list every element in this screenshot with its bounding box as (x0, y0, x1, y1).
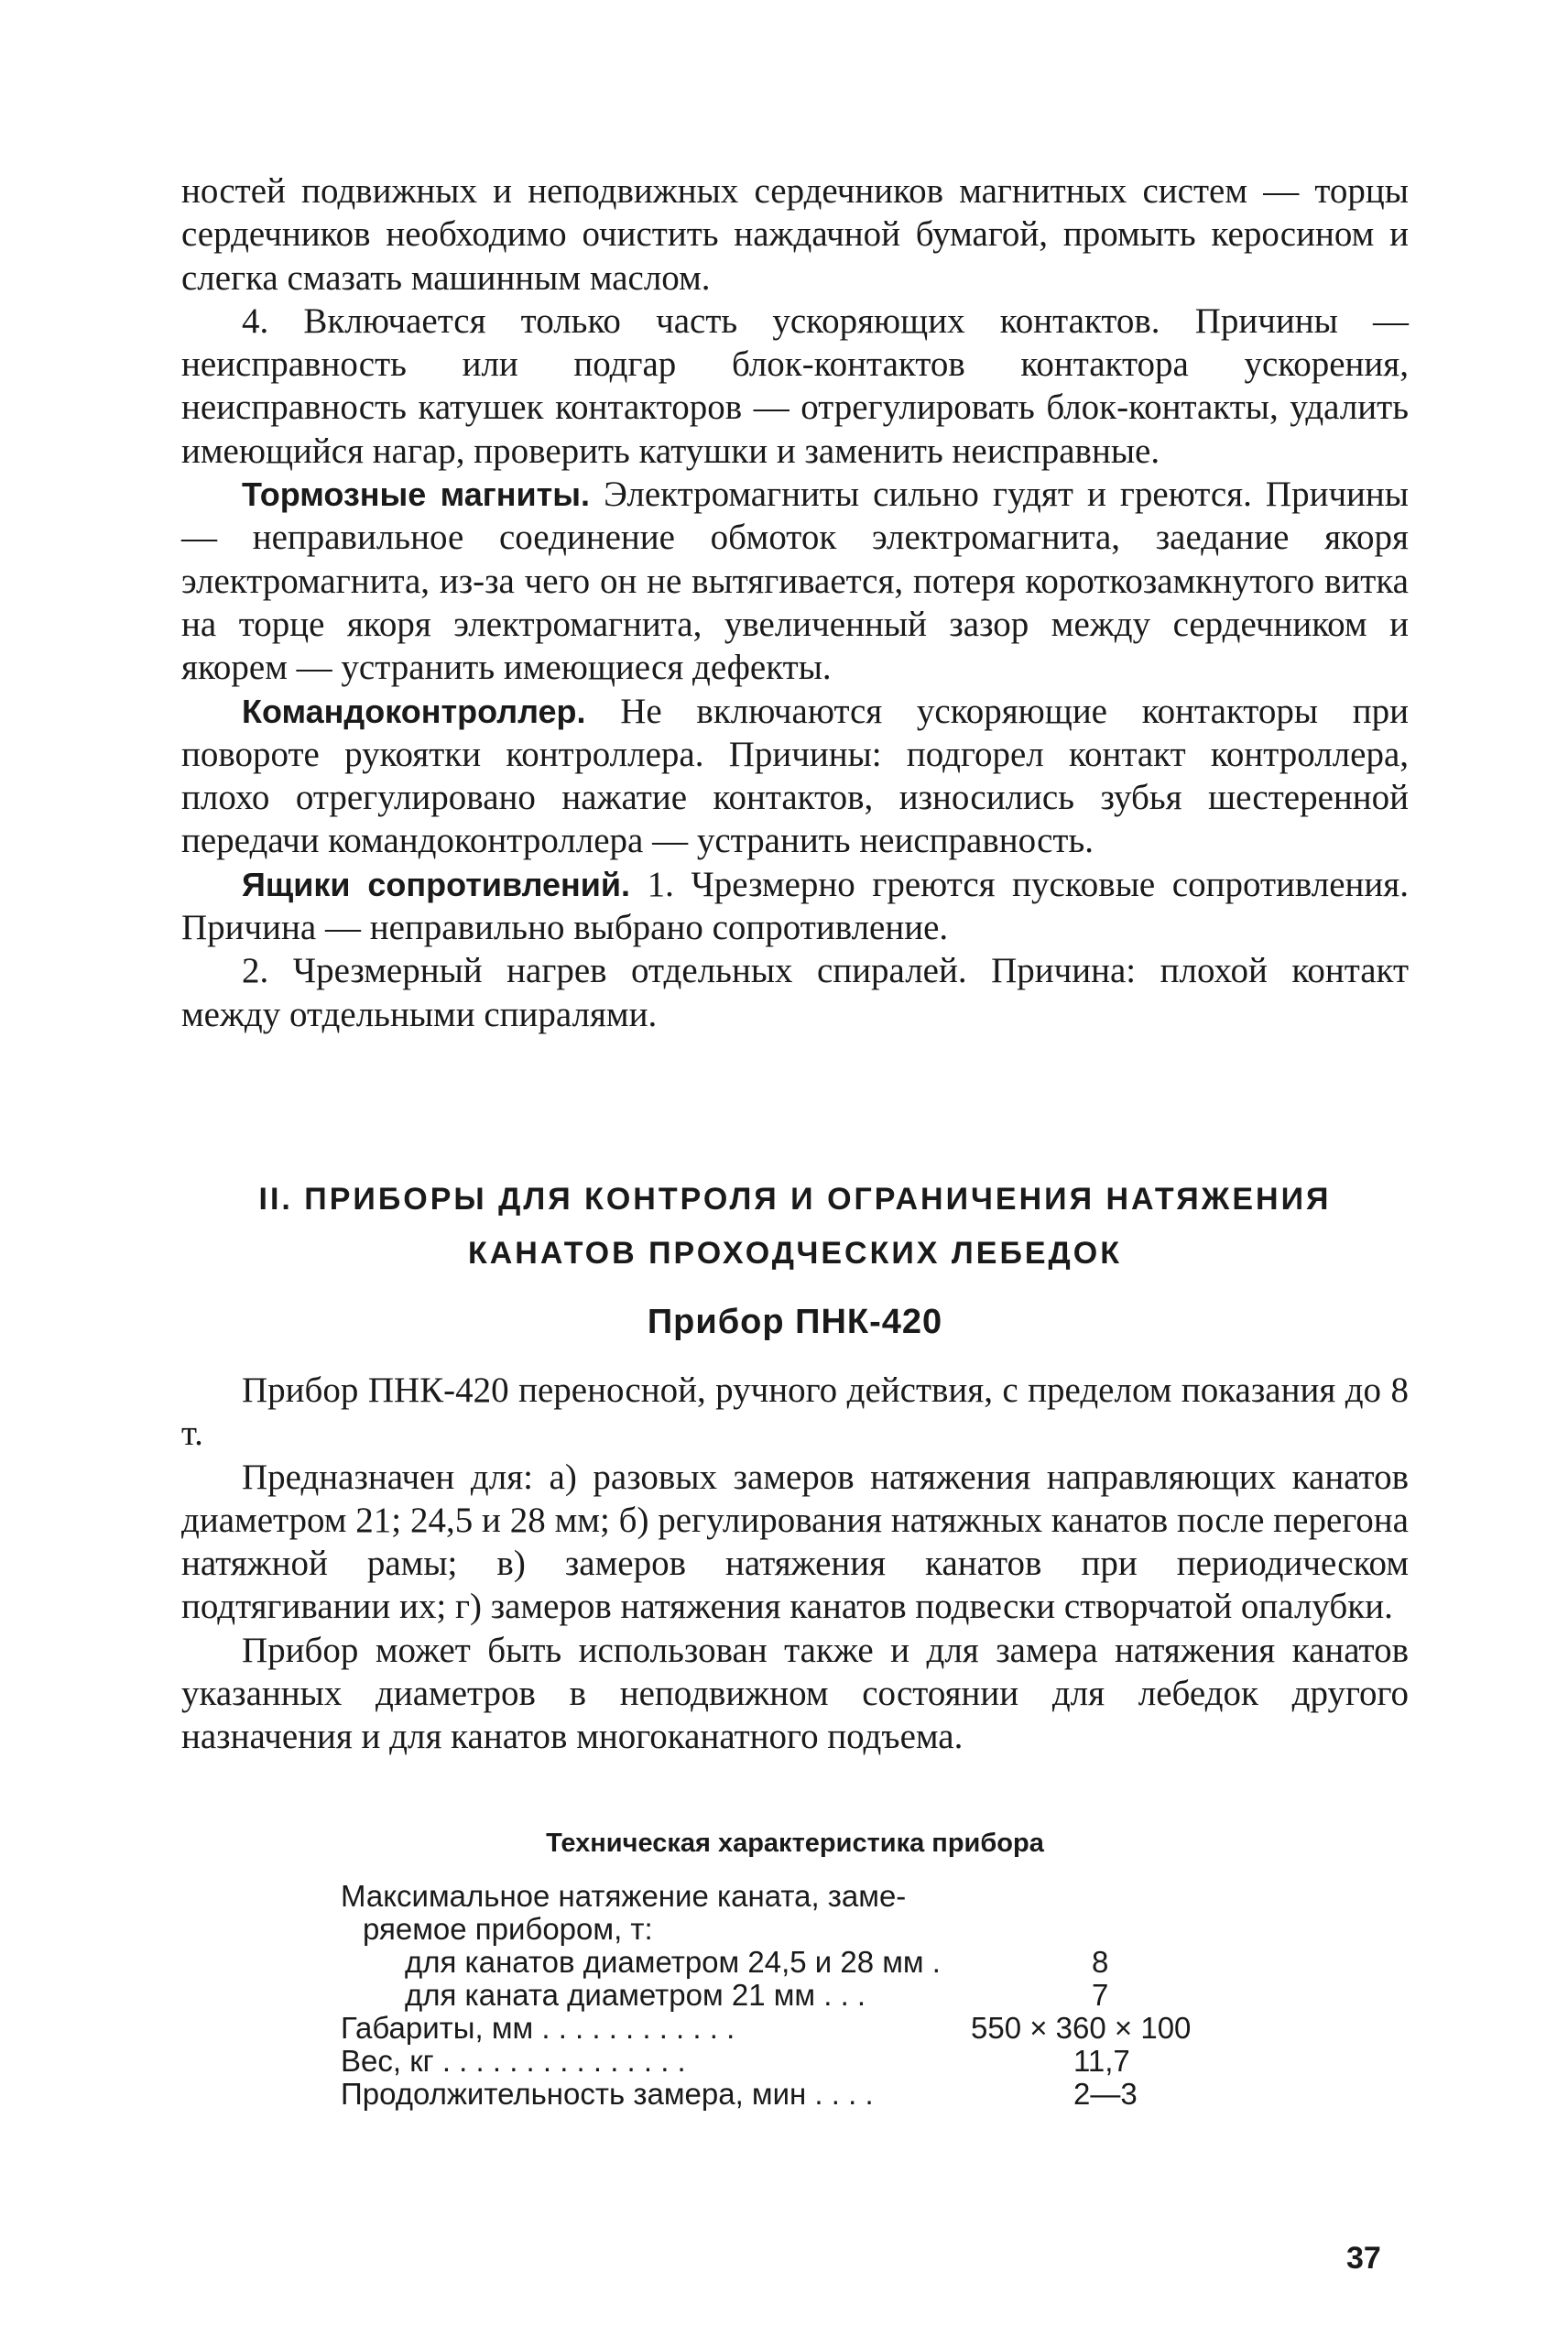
paragraph-brake-magnets (181, 473, 1409, 689)
text-resistor-boxes: 1. Чрезмерно греются пусковые сопротивления. Причина — неправильно выбрано сопротивление. (181, 864, 1409, 948)
run-in-resistor-boxes: Ящики сопротивлений. (242, 865, 631, 903)
spec-value: 550 × 360 × 100 (971, 2011, 1192, 2045)
spec-label: Максимальное натяжение каната, заме- (341, 1879, 907, 1913)
spec-table (341, 1880, 1257, 2111)
paragraph-device-other-use: Прибор может быть использован также и для замера натяжения канатов указанных диаметров в неподвижном состоянии для лебедок другого назначения и для канатов многоканатного подъема. (181, 1630, 1409, 1757)
spec-label: Вес, кг . . . . . . . . . . . . . . . (341, 2044, 686, 2078)
paragraph-resistor-boxes (181, 863, 1409, 950)
spec-row (341, 2012, 1257, 2045)
page-number: 37 (1346, 2241, 1381, 2276)
spec-label: для каната диаметром 21 мм . . . (405, 1978, 866, 2012)
text-command-controller: Не включаются ускоряющие контакторы при повороте рукоятки контроллера. Причины: подгорел контакт контроллера, плохо отрегулировано нажатие контактов, износились зубья шестеренной передачи командоконтроллера — устранить неисправность. (181, 691, 1409, 861)
device-title: Прибор ПНК-420 (647, 1303, 943, 1341)
spec-row (341, 1913, 1257, 1946)
spec-title: Техническая характеристика прибора (546, 1829, 1044, 1858)
text-brake-magnets: Электромагниты сильно гудят и греются. Причины — неправильное соединение обмоток электромагнита, заедание якоря электромагнита, из-за чего он не вытягивается, потеря короткозамкнутого витка на торце якоря электромагнита, увеличенный зазор между сердечником и якорем — устранить имеющиеся дефекты. (181, 475, 1410, 688)
paragraph-device-purpose: Предназначен для: а) разовых замеров натяжения направляющих канатов диаметром 21; 24,5 и 28 мм; б) регулирования натяжных канатов после перегона натяжной рамы; в) замеров натяжения канатов при периодическом подтягивании их; г) замеров натяжения канатов подвески створчатой опалубки. (181, 1457, 1409, 1627)
paragraph-accel-contacts: 4. Включается только часть ускоряющих контактов. Причины — неисправность или подгар блок-контактов контактора ускорения, неисправность катушек контакторов — отрегулировать блок-контакты, удалить имеющийся нагар, проверить катушки и заменить неисправные. (181, 300, 1409, 471)
spec-label: Габариты, мм . . . . . . . . . . . . (341, 2011, 735, 2045)
spec-row (341, 2045, 1257, 2078)
spec-label: Продолжительность замера, мин . . . . (341, 2077, 874, 2111)
spec-value: 8 (1092, 1945, 1109, 1979)
paragraph-magnet-cores: ностей подвижных и неподвижных сердечников магнитных систем — торцы сердечников необходимо очистить наждачной бумагой, промыть керосином и слегка смазать машинным маслом. (181, 171, 1409, 298)
spec-row (341, 1946, 1257, 1979)
spec-row (341, 2078, 1257, 2111)
paragraph-spiral-heating: 2. Чрезмерный нагрев отдельных спиралей. Причина: плохой контакт между отдельными спиралями. (181, 951, 1409, 1034)
spec-label: ряемое прибором, т: (363, 1912, 653, 1946)
spec-label: для канатов диаметром 24,5 и 28 мм . (405, 1945, 941, 1979)
run-in-command-controller: Командоконтроллер. (242, 692, 586, 730)
paragraph-device-range: Прибор ПНК-420 переносной, ручного действия, с пределом показания до 8 т. (181, 1370, 1409, 1454)
paragraph-command-controller (181, 690, 1409, 863)
text-block-device (181, 1369, 1409, 1759)
section-heading-line-2: КАНАТОВ ПРОХОДЧЕСКИХ ЛЕБЕДОК (468, 1236, 1122, 1271)
spec-row (341, 1979, 1257, 2012)
spec-row (341, 1880, 1257, 1913)
spec-value: 7 (1092, 1978, 1109, 2012)
run-in-brake-magnets: Тормозные магниты. (242, 475, 591, 514)
text-block-malfunctions (181, 169, 1409, 1036)
spec-value: 11,7 (1073, 2044, 1130, 2078)
spec-value: 2—3 (1073, 2077, 1138, 2111)
section-heading-line-1: II. ПРИБОРЫ ДЛЯ КОНТРОЛЯ И ОГРАНИЧЕНИЯ НАТЯЖЕНИЯ (258, 1182, 1332, 1217)
